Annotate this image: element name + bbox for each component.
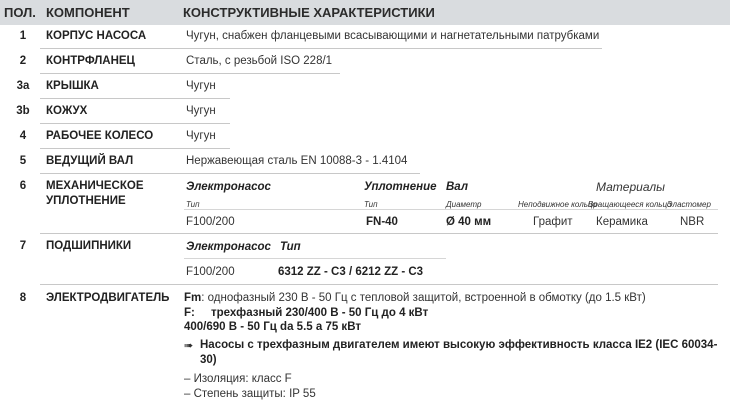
motor-f-label: F: bbox=[184, 307, 195, 319]
bearings-inner-divider bbox=[184, 258, 446, 259]
row-divider bbox=[40, 233, 718, 234]
row-component: ПОДШИПНИКИ bbox=[46, 240, 132, 252]
row-component: МЕХАНИЧЕСКОЕ bbox=[46, 180, 144, 192]
seal-header-materials: Материалы bbox=[596, 180, 665, 194]
motor-f-text: трехфазный 230/400 В - 50 Гц до 4 кВт bbox=[211, 307, 429, 319]
row-pos: 4 bbox=[19, 130, 27, 142]
row-component: КОРПУС НАСОСА bbox=[46, 30, 147, 42]
row-description: Чугун bbox=[186, 80, 216, 92]
row-component: ЭЛЕКТРОДВИГАТЕЛЬ bbox=[46, 292, 170, 304]
row-pos: 7 bbox=[19, 240, 27, 252]
bearings-header-pump: Электронасос bbox=[186, 241, 271, 253]
seal-value-rotating-ring: Керамика bbox=[596, 216, 648, 228]
row-component: КОНТРФЛАНЕЦ bbox=[46, 55, 135, 67]
motor-note-arrow-icon: ➠ bbox=[184, 340, 194, 352]
motor-protection: – Степень защиты: IP 55 bbox=[184, 388, 316, 400]
row-description: Сталь, с резьбой ISO 228/1 bbox=[186, 55, 333, 67]
row-divider bbox=[40, 48, 602, 49]
row-component-line2: УПЛОТНЕНИЕ bbox=[46, 195, 126, 207]
motor-fm-label: Fm bbox=[184, 292, 202, 304]
seal-value-fixed-ring: Графит bbox=[533, 216, 573, 228]
row-description: Чугун, снабжен фланцевыми всасывающими и нагнетательными патрубками bbox=[186, 30, 600, 42]
seal-sub-rotating-ring: Вращающееся кольцо bbox=[588, 200, 672, 209]
header-pos: ПОЛ. bbox=[4, 5, 36, 20]
bearings-value-type: 6312 ZZ - C3 / 6212 ZZ - C3 bbox=[278, 266, 424, 278]
bearings-value-pump: F100/200 bbox=[186, 266, 235, 278]
seal-header-seal: Уплотнение bbox=[364, 181, 437, 193]
row-pos: 3b bbox=[16, 105, 30, 117]
row-pos: 5 bbox=[19, 155, 27, 167]
row-pos: 8 bbox=[19, 292, 27, 304]
row-pos: 2 bbox=[19, 55, 27, 67]
row-component: ВЕДУЩИЙ ВАЛ bbox=[46, 155, 134, 167]
seal-value-type: FN-40 bbox=[366, 216, 398, 228]
seal-value-diameter: Ø 40 мм bbox=[446, 216, 492, 228]
motor-fm-text: : однофазный 230 В - 50 Гц с тепловой защитой, встроенной в обмотку (до 1.5 кВт) bbox=[201, 292, 646, 304]
header-characteristics: КОНСТРУКТИВНЫЕ ХАРАКТЕРИСТИКИ bbox=[183, 5, 435, 20]
seal-value-pump: F100/200 bbox=[186, 216, 235, 228]
motor-note-line1: Насосы с трехфазным двигателем имеют высокую эффективность класса IE2 (IEC 60034- bbox=[200, 339, 718, 351]
row-description: Чугун bbox=[186, 130, 216, 142]
seal-sub-type: Тип bbox=[364, 200, 378, 209]
seal-sub-fixed-ring: Неподвижное кольцо bbox=[518, 200, 597, 209]
seal-header-shaft: Вал bbox=[446, 181, 468, 193]
table-header bbox=[0, 0, 730, 25]
seal-value-elastomer: NBR bbox=[680, 216, 705, 228]
row-description: Чугун bbox=[186, 105, 216, 117]
row-pos: 3a bbox=[16, 80, 30, 92]
motor-fm-line bbox=[184, 292, 646, 304]
motor-f-line2: 400/690 В - 50 Гц da 5.5 а 75 кВт bbox=[184, 321, 361, 333]
row-divider bbox=[40, 98, 230, 99]
row-divider bbox=[40, 73, 340, 74]
row-divider bbox=[40, 284, 718, 285]
row-component: РАБОЧЕЕ КОЛЕСО bbox=[46, 130, 154, 142]
row-divider bbox=[40, 123, 230, 124]
seal-header-pump: Электронасос bbox=[186, 181, 271, 193]
row-divider bbox=[40, 148, 230, 149]
row-divider bbox=[40, 173, 420, 174]
row-pos: 6 bbox=[19, 180, 27, 192]
row-component: КОЖУХ bbox=[46, 105, 88, 117]
row-description: Нержавеющая сталь EN 10088-3 - 1.4104 bbox=[186, 155, 408, 167]
row-component: КРЫШКА bbox=[46, 80, 99, 92]
seal-sub-diameter: Диаметр bbox=[446, 200, 482, 209]
motor-insulation: – Изоляция: класс F bbox=[184, 373, 292, 385]
seal-sub-elastomer: Эластомер bbox=[667, 200, 711, 209]
seal-sub-type: Тип bbox=[186, 200, 200, 209]
motor-note-line2: 30) bbox=[200, 354, 217, 366]
seal-inner-divider bbox=[184, 209, 718, 210]
bearings-header-type: Тип bbox=[280, 241, 301, 253]
header-component: КОМПОНЕНТ bbox=[46, 5, 130, 20]
row-pos: 1 bbox=[19, 30, 27, 42]
